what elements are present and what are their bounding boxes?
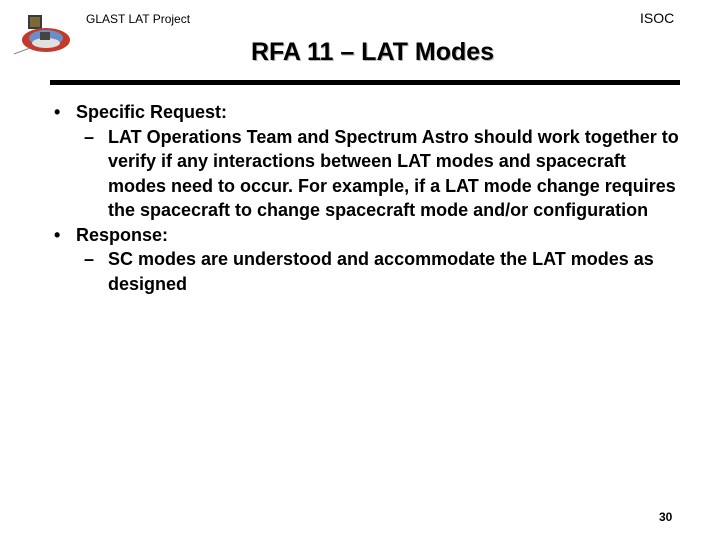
slide-title: RFA 11 – LAT Modes xyxy=(250,38,495,66)
bullet-label: Response: xyxy=(76,224,169,245)
sub-bullet-item xyxy=(46,247,686,296)
organization-label: ISOC xyxy=(640,10,675,26)
bullet-item xyxy=(46,100,686,125)
bullet-icon: • xyxy=(54,102,61,122)
dash-icon: – xyxy=(84,126,95,147)
bullet-item xyxy=(46,223,686,248)
sub-bullet-item xyxy=(46,125,686,223)
sub-bullet-text: LAT Operations Team and Spectrum Astro should work together to verify if any interactions between LAT modes and spacecraft modes need to occur. For example, if a LAT mode change requires the spacecraft to change spacecraft mode and/or configuration xyxy=(108,126,679,220)
bullet-icon: • xyxy=(54,224,61,245)
slide-content xyxy=(46,100,686,296)
sub-bullet-text: SC modes are understood and accommodate the LAT modes as designed xyxy=(108,249,654,294)
bullet-label: Specific Request: xyxy=(76,102,228,122)
project-name: GLAST LAT Project xyxy=(86,12,191,26)
page-number: 30 xyxy=(659,510,673,524)
dash-icon: – xyxy=(84,249,95,269)
title-divider xyxy=(50,80,680,85)
